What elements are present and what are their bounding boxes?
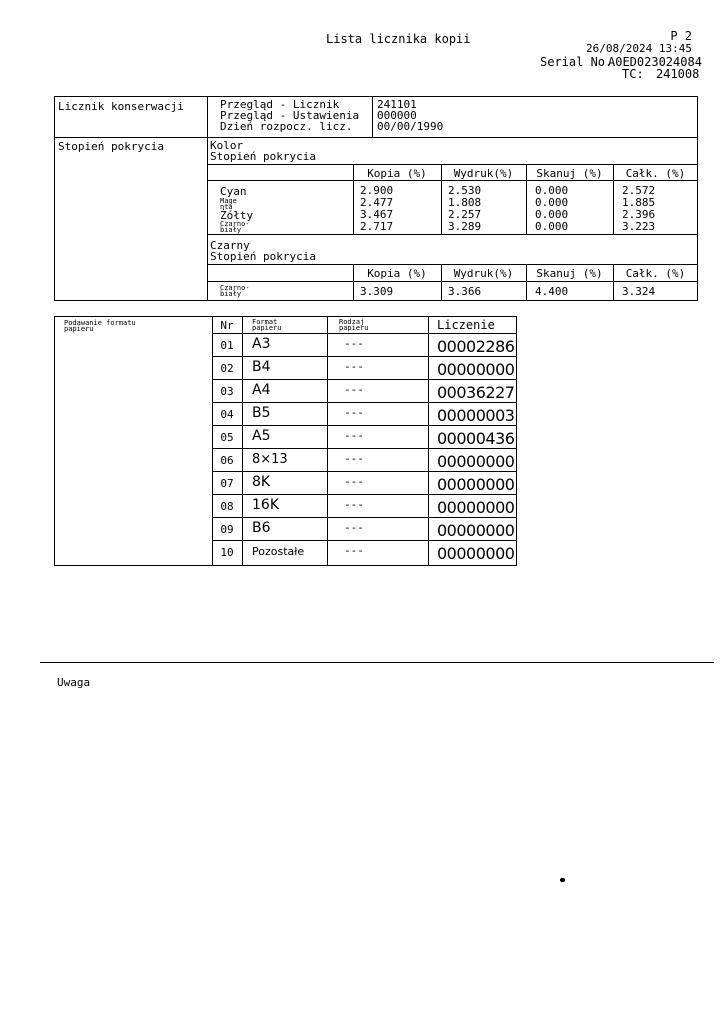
maint-item-value: 000000 [377, 109, 417, 122]
paper-format: 8×13 [252, 452, 288, 467]
cell-value: 3.309 [360, 285, 394, 298]
paper-type: --- [344, 521, 364, 534]
maint-item-label: Przegląd - Licznik [220, 98, 340, 111]
paper-count: 00000000 [437, 360, 515, 379]
cell-value: 2.572 [622, 184, 656, 197]
paper-type: --- [344, 360, 364, 373]
paper-nr: 01 [220, 339, 234, 352]
paper-format: 16K [252, 497, 279, 513]
paper-nr: 10 [220, 546, 234, 559]
note-label: Uwaga [57, 676, 91, 689]
col-header: Całk. (%) [625, 167, 686, 180]
color-subtitle: Stopień pokrycia [210, 150, 316, 163]
tc-label: TC: [622, 67, 644, 81]
cell-value: 3.289 [448, 220, 482, 233]
cell-value: 0.000 [535, 196, 569, 209]
col-header: Wydruk(%) [453, 167, 514, 180]
paper-format: A4 [252, 382, 271, 398]
paper-type: --- [344, 429, 364, 442]
col-header: Kopia (%) [367, 267, 427, 280]
cell-value: 2.257 [448, 208, 482, 221]
paper-nr: 07 [220, 477, 234, 490]
coverage-label: Stopień pokrycia [58, 140, 164, 153]
paper-type: --- [344, 383, 364, 396]
row-name: Żółty [220, 209, 254, 222]
paper-nr: 03 [220, 385, 234, 398]
cell-value: 2.530 [448, 184, 482, 197]
paper-type: --- [344, 406, 364, 419]
paper-format: Pozostałe [252, 545, 305, 558]
cell-value: 2.900 [360, 184, 394, 197]
serial-label: Serial No. [540, 55, 613, 69]
paper-count: 00000000 [437, 452, 515, 471]
cell-value: 3.223 [622, 220, 656, 233]
maint-item-label: Dzień rozpocz. licz. [220, 120, 353, 133]
cell-value: 3.467 [360, 208, 394, 221]
row-name: Czarno- biały [220, 284, 250, 298]
paper-type: --- [344, 544, 364, 557]
paper-count: 00000003 [437, 406, 515, 425]
cell-value: 0.000 [535, 220, 569, 233]
paper-nr: 09 [220, 523, 234, 536]
cell-value: 4.400 [535, 285, 569, 298]
paper-count: 00036227 [437, 383, 515, 402]
cell-value: 1.808 [448, 196, 482, 209]
paper-nr: 02 [220, 362, 234, 375]
paper-format: 8K [252, 474, 271, 490]
cell-value: 2.396 [622, 208, 656, 221]
paper-format: B4 [252, 359, 271, 375]
paper-format: A5 [252, 428, 271, 444]
paper-format: B5 [252, 405, 271, 421]
col-header-type: Rodzaj papieru [339, 318, 369, 332]
maintenance-label: Licznik konserwacji [58, 100, 184, 113]
col-header: Całk. (%) [625, 267, 686, 280]
col-header: Skanuj (%) [536, 267, 603, 280]
paper-type: --- [344, 498, 364, 511]
paper-count: 00000436 [437, 429, 515, 448]
scan-speck [560, 878, 565, 882]
print-datetime: 26/08/2024 13:45 [586, 42, 692, 55]
col-header: Wydruk(%) [453, 267, 514, 280]
paper-count: 00002286 [437, 337, 515, 356]
note-divider [40, 662, 714, 663]
black-title: Czarny [210, 239, 250, 252]
black-subtitle: Stopień pokrycia [210, 250, 316, 263]
color-title: Kolor [210, 139, 244, 152]
paper-type: --- [344, 452, 364, 465]
paper-count: 00000000 [437, 544, 515, 563]
cell-value: 2.477 [360, 196, 394, 209]
tc-value: 241008 [656, 67, 700, 81]
maint-item-value: 00/00/1990 [377, 120, 444, 133]
paper-section-label: Podawanie formatu papieru [64, 319, 136, 333]
paper-type: --- [344, 475, 364, 488]
cell-value: 1.885 [622, 196, 656, 209]
cell-value: 2.717 [360, 220, 394, 233]
paper-nr: 05 [220, 431, 234, 444]
col-header: Kopia (%) [367, 167, 427, 180]
maint-item-label: Przegląd - Ustawienia [220, 109, 360, 122]
cell-value: 0.000 [535, 184, 569, 197]
row-name: Cyan [220, 185, 247, 198]
page-title: Lista licznika kopii [326, 32, 471, 46]
paper-nr: 06 [220, 454, 234, 467]
paper-format: A3 [252, 336, 271, 352]
col-header-nr: Nr [220, 319, 234, 332]
paper-nr: 04 [220, 408, 234, 421]
row-name: Mage nta [220, 197, 237, 211]
paper-count: 00000000 [437, 475, 515, 494]
paper-count: 00000000 [437, 498, 515, 517]
paper-type: --- [344, 337, 364, 350]
maint-item-value: 241101 [377, 98, 417, 111]
page-number: P 2 [670, 29, 692, 43]
col-header: Skanuj (%) [536, 167, 603, 180]
paper-count: 00000000 [437, 521, 515, 540]
col-header-count: Liczenie [437, 318, 495, 332]
cell-value: 3.366 [448, 285, 482, 298]
paper-nr: 08 [220, 500, 234, 513]
cell-value: 0.000 [535, 208, 569, 221]
row-name: Czarno- biały [220, 220, 250, 234]
paper-format: B6 [252, 520, 271, 536]
serial-value: A0ED023024084 [608, 55, 702, 69]
cell-value: 3.324 [622, 285, 656, 298]
col-header-format: Format papieru [252, 318, 282, 332]
